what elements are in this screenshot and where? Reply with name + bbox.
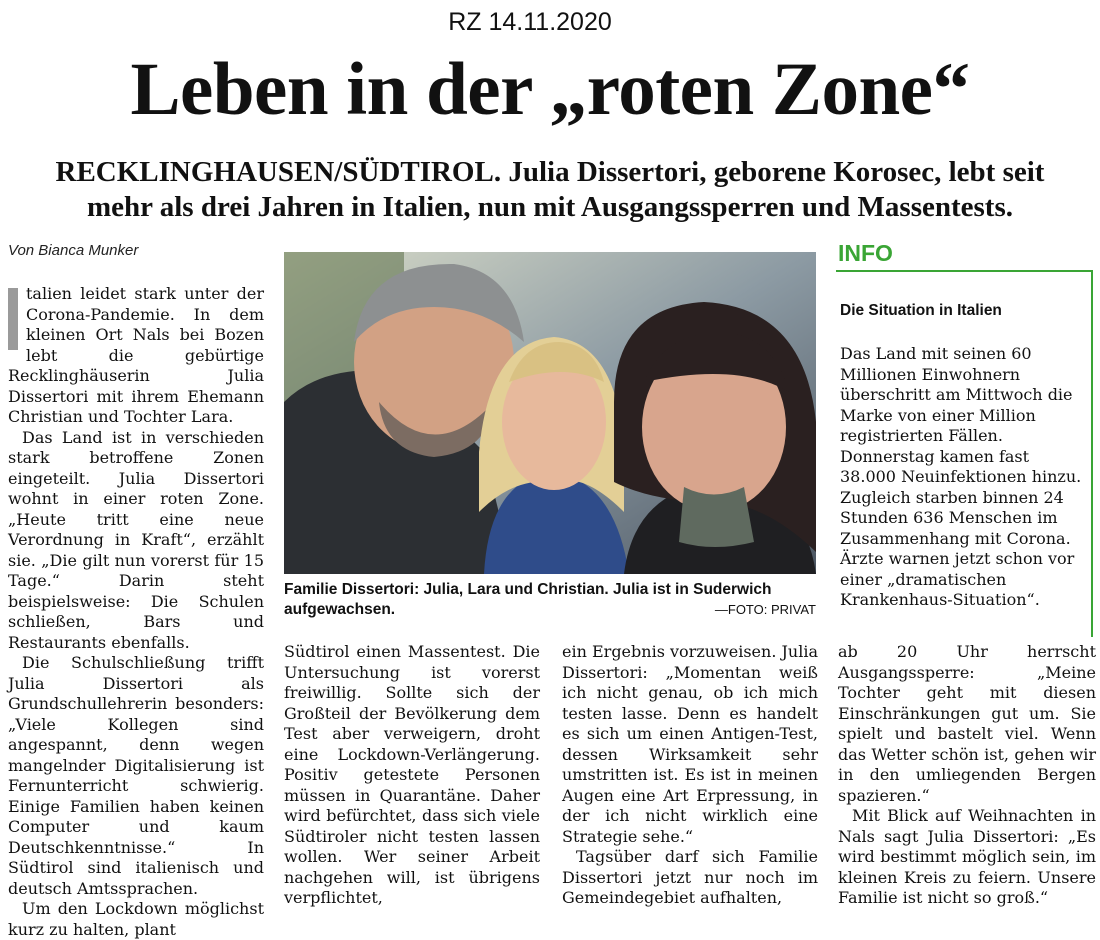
info-heading: Die Situation in Italien — [840, 302, 1002, 319]
photo-caption: Familie Dissertori: Julia, Lara und Christian. Julia ist in Suderwich aufgewachsen. — [284, 581, 772, 618]
family-photo-illustration — [284, 252, 816, 574]
headline: Leben in der „roten Zone“ — [130, 48, 970, 131]
article-paragraph: Tagsüber darf sich Familie Dissertori jetzt nur noch im Gemeindegebiet aufhalten, — [562, 847, 818, 907]
article-column-1 — [8, 284, 264, 940]
byline: Von Bianca Munker — [8, 242, 139, 259]
article-column-4 — [838, 642, 1096, 909]
info-label: INFO — [838, 240, 893, 266]
article-column-2 — [284, 642, 540, 909]
subheadline: RECKLINGHAUSEN/SÜDTIROL. Julia Dissertori, geborene Korosec, lebt seit mehr als drei Jahren in Italien, nun mit Ausgangssperren und Massentests. — [55, 156, 1045, 223]
photo-credit: —FOTO: PRIVAT — [714, 602, 816, 617]
article-paragraph: Die Schulschließung trifft Julia Dissertori als Grundschullehrerin besonders: „Viele Kollegen sind angespannt, denn wegen mangelnder Digitalisierung ist Fernunterricht schwierig. Einige Familien haben keinen Computer und kaum Deutschkenntnisse.“ In Südtirol sind italienisch und deutsch Amtssprachen. — [8, 653, 264, 898]
article-paragraph: Um den Lockdown möglichst kurz zu halten, plant — [8, 899, 264, 939]
article-paragraph: Das Land ist in verschieden stark betroffene Zonen eingeteilt. Julia Dissertori wohnt in einer roten Zone. „Heute tritt eine neue Verordnung in Kraft“, erzählt sie. „Die gilt nun vorerst für 15 Tage.“ Darin steht beispielsweise: Die Schulen schließen, Bars und Restaurants ebenfalls. — [8, 427, 264, 652]
article-paragraph: ein Ergebnis vorzuweisen. Julia Dissertori: „Momentan weiß ich nicht genau, ob ich mich testen lasse. Denn es handelt es sich um einen Antigen-Test, dessen Wirksamkeit sehr umstritten ist. Es ist in meinen Augen eine Art Erpressung, in der ich nicht wirklich eine Strategie sehe.“ — [562, 642, 818, 846]
info-paragraph: Das Land mit seinen 60 Millionen Einwohnern überschritt am Mittwoch die Marke von einer Million registrierten Fällen. Donnerstag kamen fast 38.000 Neuinfektionen hinzu. Zugleich starben binnen 24 Stunden 636 Menschen im Zusammenhang mit Corona. Ärzte warnen jetzt schon vor einer „dramatischen Krankenhaus-Situation“. — [840, 344, 1082, 609]
source-tag: RZ 14.11.2020 — [448, 8, 612, 36]
family-photo — [284, 252, 816, 574]
article-paragraph: ab 20 Uhr herrscht Ausgangssperre: „Meine Tochter geht mit diesen Einschränkungen gut um. Sie spielt und bastelt viel. Wenn das Wetter schön ist, gehen wir in den umliegenden Bergen spazieren.“ — [838, 642, 1096, 805]
article-paragraph: Mit Blick auf Weihnachten in Nals sagt Julia Dissertori: „Es wird bestimmt möglich sein, im kleinen Kreis zu feiern. Unsere Familie ist nicht so groß.“ — [838, 806, 1096, 907]
article-paragraph: Südtirol einen Massentest. Die Untersuchung ist vorerst freiwillig. Sollte sich der Großteil der Bevölkerung dem Test aber verweigern, droht eine Lockdown-Verlängerung. Positiv getestete Personen müssen in Quarantäne. Daher wird befürchtet, dass sich viele Südtiroler nicht testen lassen wollen. Wer seiner Arbeit nachgehen will, ist übrigens verpflichtet, — [284, 642, 540, 907]
article-paragraph: talien leidet stark unter der Corona-Pandemie. In dem kleinen Ort Nals bei Bozen lebt die gebürtige Recklinghäuserin Julia Dissertori mit ihrem Ehemann Christian und Tochter Lara. — [8, 284, 264, 426]
drop-cap-bar — [8, 288, 18, 350]
article-column-3 — [562, 642, 818, 909]
info-text — [840, 344, 1085, 611]
